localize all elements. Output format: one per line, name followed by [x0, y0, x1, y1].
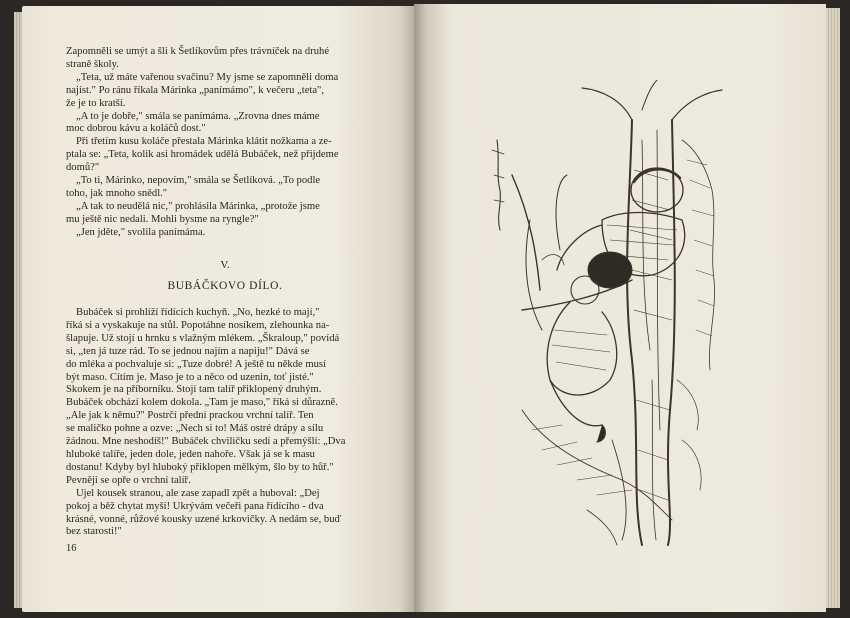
paragraph: Zapomněli se umýt a šli k Šetlíkovům přes trávníček na druhé straně školy.	[66, 46, 330, 70]
chapter-number: V.	[220, 259, 230, 271]
paragraph: Ujel kousek stranou, ale zase zapadl zpět a huboval: „Dej pokoj a běž chytat myši! Ukrývám večeři pana řídícího - dva krásné, vonné, růžové kousky uzené krkovičky. A nedám se, buď bez starosti!"	[66, 487, 342, 538]
text-block-top	[66, 46, 384, 240]
chapter-title: BUBÁČKOVO DÍLO.	[167, 280, 283, 292]
illustration	[482, 80, 727, 548]
paragraph: „Teta, už máte vařenou svačinu? My jsme se zapomněli doma najíst." Po ránu říkala Márinka „panímámo", k večeru „teta", že je to kratší.	[66, 71, 339, 109]
paragraph: „Jen jděte," svolila panímáma.	[76, 226, 206, 238]
left-page-edges	[14, 12, 22, 608]
paragraph: Při třetím kusu koláče přestala Márinka klátit nožkama a ze- ptala se: „Teta, kolik asi hromádek udělá Bubáček, než přijdeme domů?"	[66, 136, 339, 174]
paragraph: „A tak to neudělá nic," prohlásila Márinka, „protože jsme mu ještě nic nedali. Mohli bysme na ryngle?"	[66, 200, 320, 225]
paragraph: „A to je dobře," smála se panímáma. „Zrovna dnes máme moc dobrou kávu a koláčů dost."	[66, 110, 320, 135]
page-number: 16	[66, 543, 77, 554]
text-block-bottom	[66, 307, 384, 539]
paragraph: „To ti, Márinko, nepovím," smála se Šetlíková. „To podle toho, jak mnoho snědl."	[66, 175, 321, 199]
paragraph: Bubáček si prohlíží řídících kuchyň. „No, hezké to mají," říká si a vyskakuje na stůl. Popotáhne nosíkem, zlehounka na- šlapuje. Už stojí u hrnku s vlažným mlékem. „Škraloup," povídá si, „ten já tuze rád. To se jednou najím a napiju!" Dává se do mléka a pochvaluje si: „Tuze dobré! A ještě tu někde musí být maso. Cítím je. Maso je to a něco od uzenin, toť jisté." Skokem je na příborníku. Stojí tam talíř přiklopený druhým. Bubáček obchází kolem dokola. „Tam je maso," říká si důrazně. „Ale jak k němu?" Postrčí přední prackou vrchní talíř. Ten se maličko pohne a ozve: „Nech si to! Máš ostré drápy a sílu žádnou. Mne neshodíš!" Bubáček chviličku sedí a přemýšlí: „Dva hluboké talíře, jeden dole, jeden nahoře. Však já se k masu dostanu! Kdyby byl hluboký přiklopen mělkým, šlo by to hůř." Pevněji se opře o vrchní talíř.	[66, 307, 346, 486]
right-page-edges	[826, 8, 840, 608]
